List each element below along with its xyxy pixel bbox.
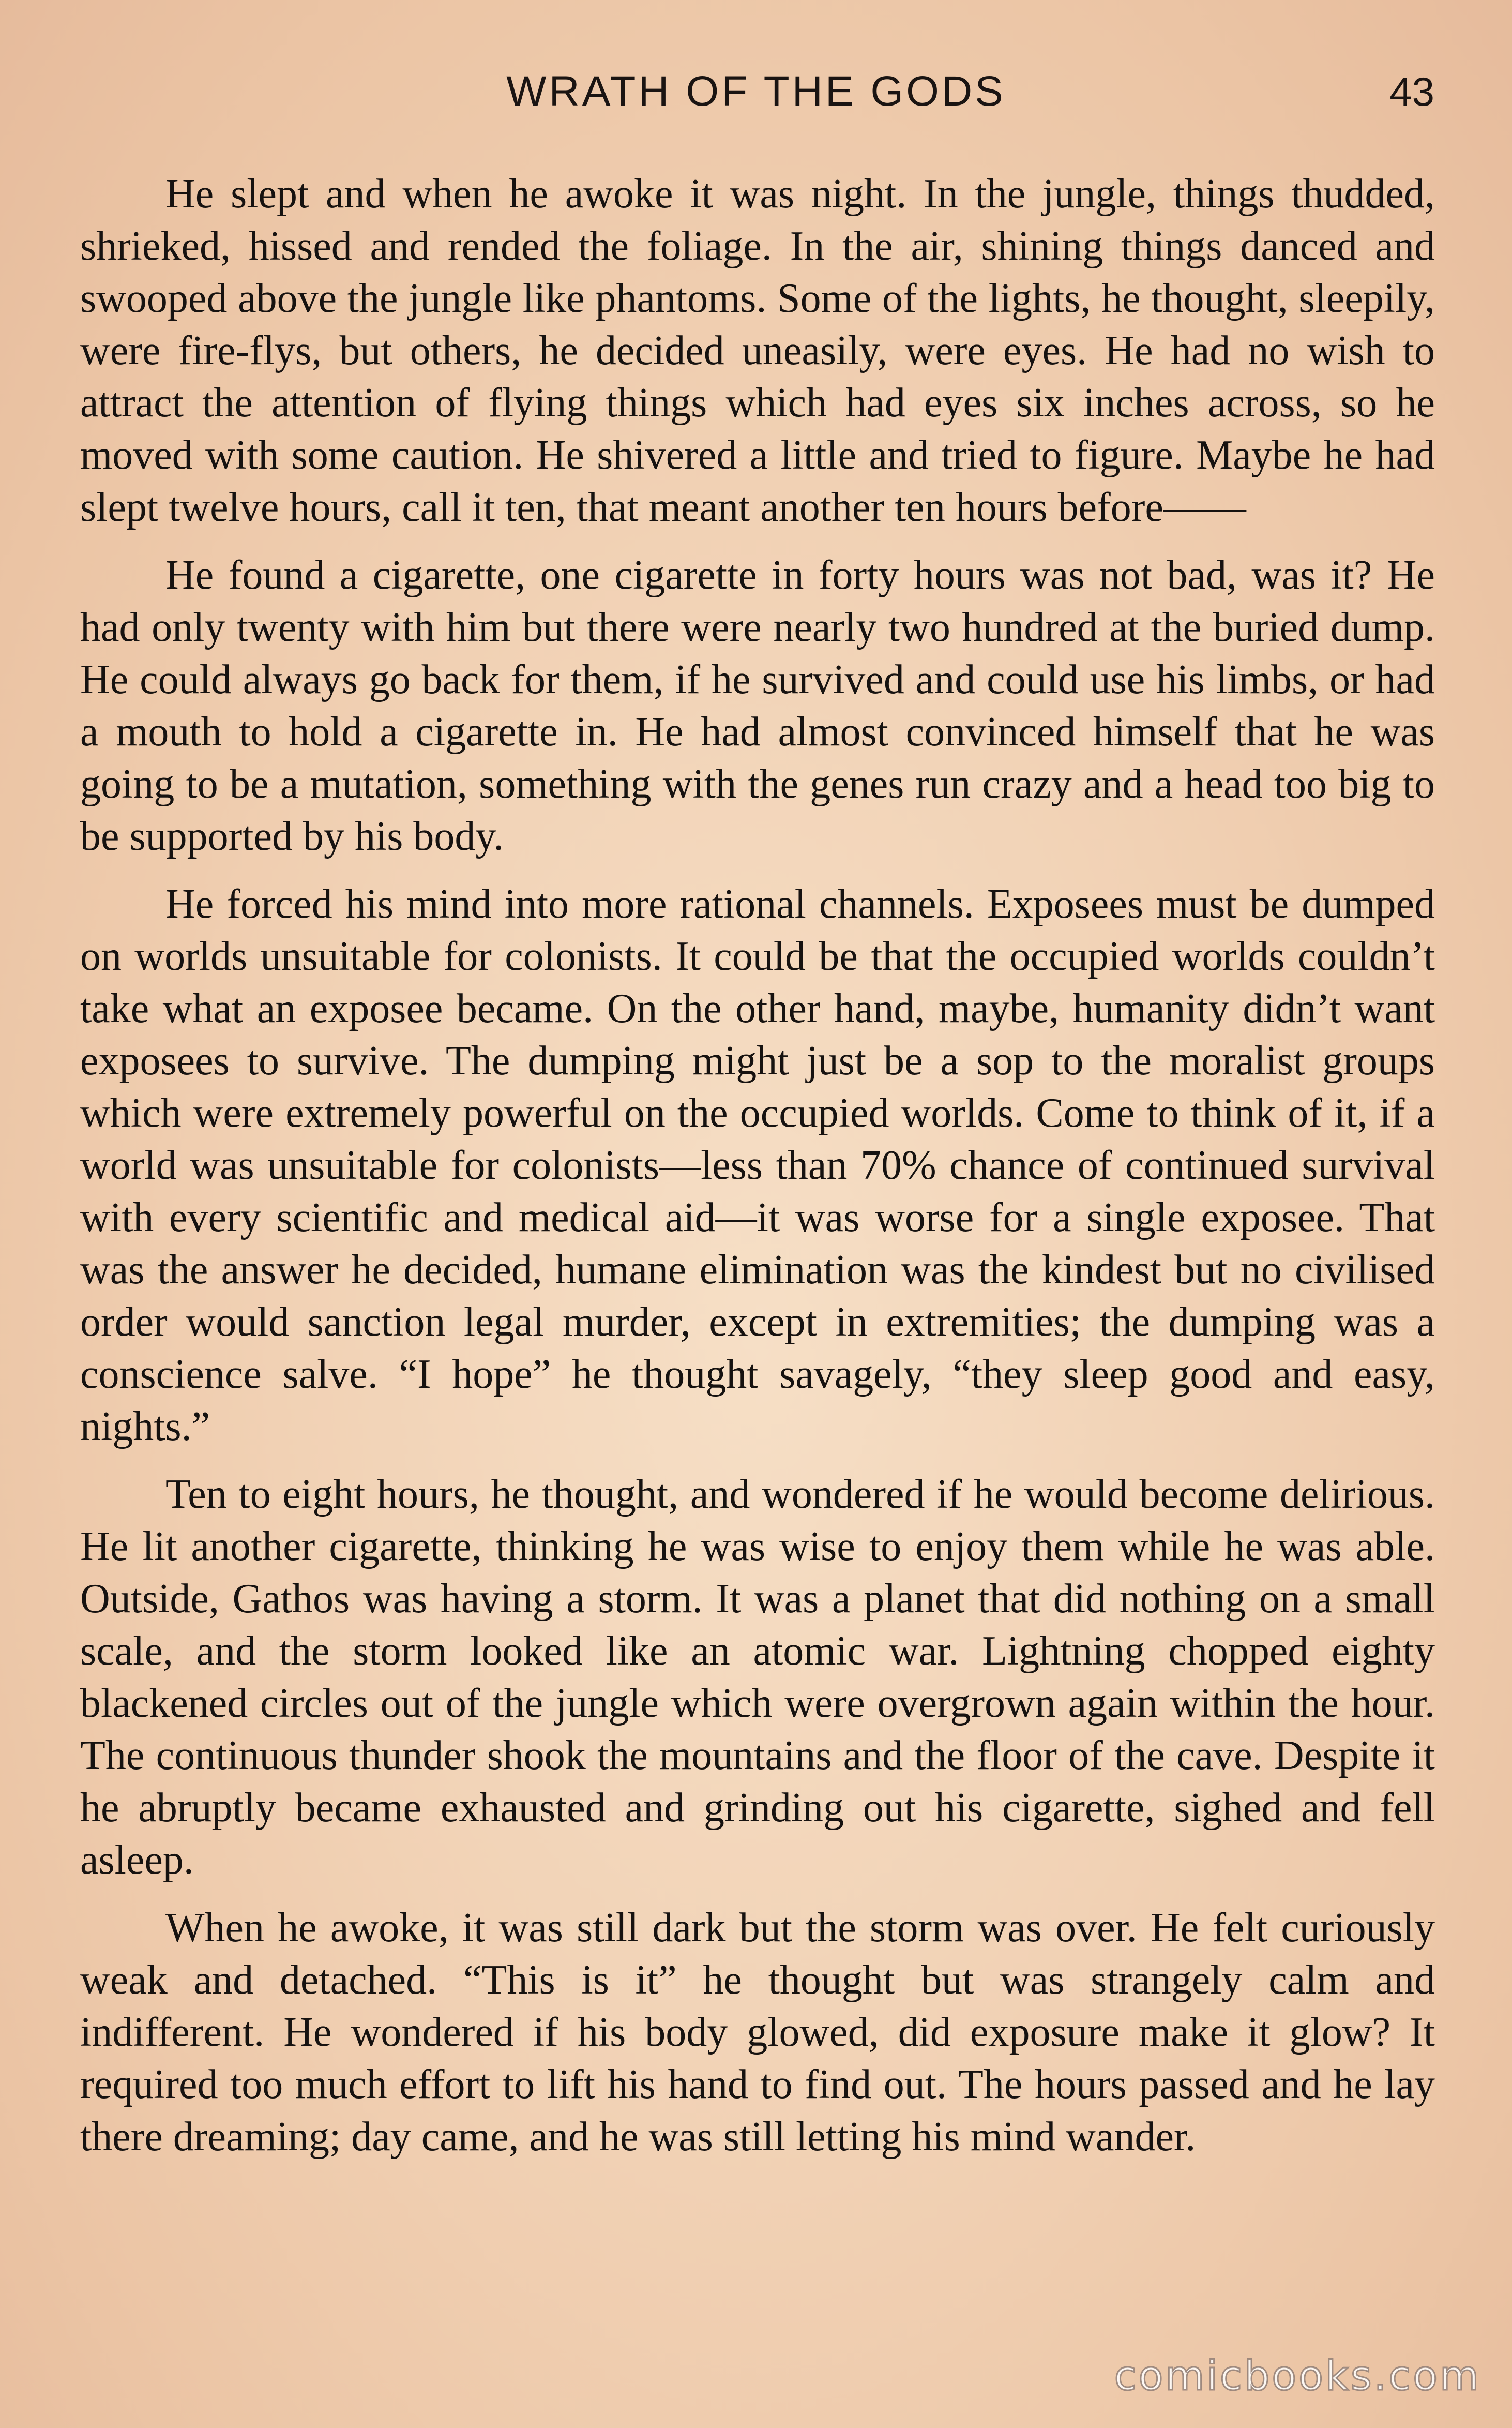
page-number: 43 — [1389, 69, 1434, 114]
paragraph: He found a cigarette, one cigarette in forty hours was not bad, was it? He had only twenty with him but there were nearly two hundred at the buried dump. He could always go back for them, if he survived and could use his limbs, or had a mouth to hold a cigarette in. He had almost convinced himself that he was going to be a mutation, something with the genes run crazy and a head too big to be supported by his body. — [80, 552, 1435, 859]
running-title: WRATH OF THE GODS — [506, 68, 1006, 115]
paragraph: He forced his mind into more rational channels. Exposees must be dumped on worlds unsuitable for colonists. It could be that the occupied worlds couldn’t take what an exposee became. On the other hand, maybe, humanity didn’t want exposees to survive. The dumping might just be a sop to the moralist groups which were extremely powerful on the occupied worlds. Come to think of it, if a world was unsuitable for colonists—less than 70% chance of continued survival with every scientific and medical aid—it was worse for a single exposee. That was the answer he decided, humane elimination was the kindest but no civilised order would sanction legal murder, except in extremities; the dumping was a conscience salve. “I hope” he thought savagely, “they sleep good and easy, nights.” — [80, 881, 1435, 1449]
paragraph: Ten to eight hours, he thought, and wondered if he would become delirious. He lit another cigarette, thinking he was wise to enjoy them while he was able. Outside, Gathos was having a storm. It was a planet that did nothing on a small scale, and the storm looked like an atomic war. Lightning chopped eighty blackened circles out of the jungle which were overgrown again within the hour. The continuous thunder shook the mountains and the floor of the cave. Despite it he abruptly became exhausted and grinding out his cigarette, sighed and fell asleep. — [80, 1472, 1435, 1883]
body-text — [80, 168, 1435, 2179]
paragraph: When he awoke, it was still dark but the storm was over. He felt curiously weak and detached. “This is it” he thought but was strangely calm and indifferent. He wondered if his body glowed, did exposure make it glow? It required too much effort to lift his hand to find out. The hours passed and he lay there dreaming; day came, and he was still letting his mind wander. — [80, 1905, 1435, 2160]
paragraph: He slept and when he awoke it was night. In the jungle, things thudded, shrieked, hissed and rended the foliage. In the air, shining things danced and swooped above the jungle like phantoms. Some of the lights, he thought, sleepily, were fire-flys, but others, he decided uneasily, were eyes. He had no wish to attract the attention of flying things which had eyes six inches across, so he moved with some caution. He shivered a little and tried to figure. Maybe he had slept twelve hours, call it ten, that meant another ten hours before—— — [80, 171, 1435, 530]
watermark: comicbooks.com — [1114, 2353, 1481, 2400]
page-header — [78, 67, 1434, 129]
